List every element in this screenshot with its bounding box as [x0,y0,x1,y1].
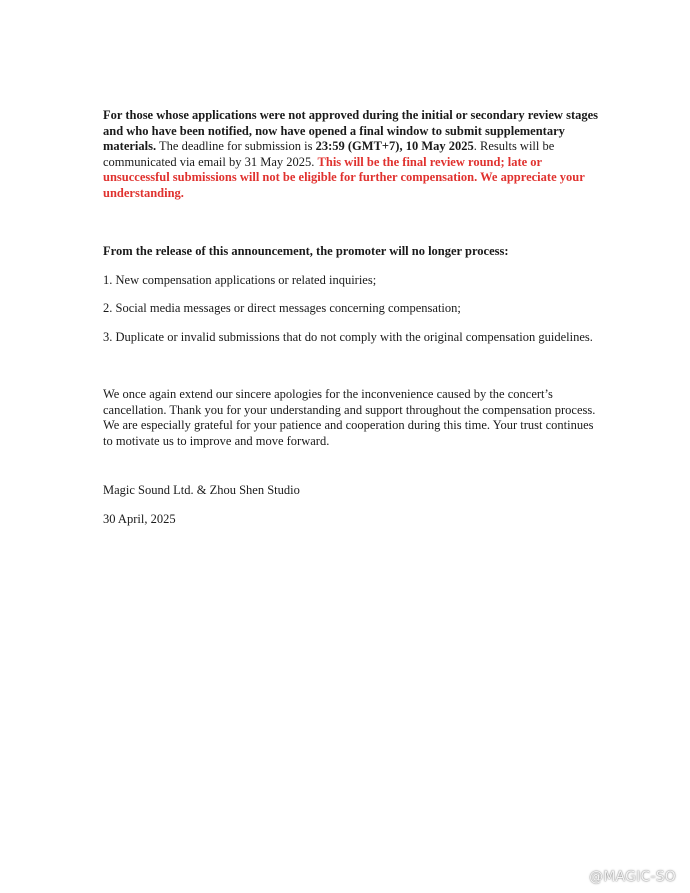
signature: Magic Sound Ltd. & Zhou Shen Studio [103,483,300,497]
results-text: . Results will be communicated via email by 31 May 2025. [103,139,555,169]
letter-date: 30 April, 2025 [103,511,176,526]
deadline-prefix-text: The deadline for submission is [156,139,316,153]
weibo-watermark [565,869,676,885]
watermark-text: @MAGIC-SO [589,869,676,885]
no-longer-process-heading: From the release of this announcement, the promoter will no longer process: [103,244,509,258]
list-item: 3. Duplicate or invalid submissions that do not comply with the original compensation guidelines. [103,329,593,344]
list-item: 2. Social media messages or direct messages concerning compensation; [103,301,461,315]
list-item: 1. New compensation applications or related inquiries; [103,272,377,287]
deadline-value: 23:59 (GMT+7), 10 May 2025 [315,139,474,153]
final-window-paragraph [103,108,603,201]
letter-body [103,108,603,527]
weibo-icon [565,869,585,885]
apology-paragraph: We once again extend our sincere apologies for the inconvenience caused by the concert’s cancellation. Thank you for your understanding and support throughout the compensation process. We are especially grateful for your patience and cooperation during this time. Your trust continues to motivate us to improve and move forward. [103,387,596,448]
intro-bold-text: For those whose applications were not approved during the initial or secondary review stages and who have been notified, now have opened a final window to submit supplementary materials. [103,108,599,153]
final-round-notice: This will be the final review round; late or unsuccessful submissions will not be eligible for further compensation. We appreciate your understanding. [103,154,585,200]
